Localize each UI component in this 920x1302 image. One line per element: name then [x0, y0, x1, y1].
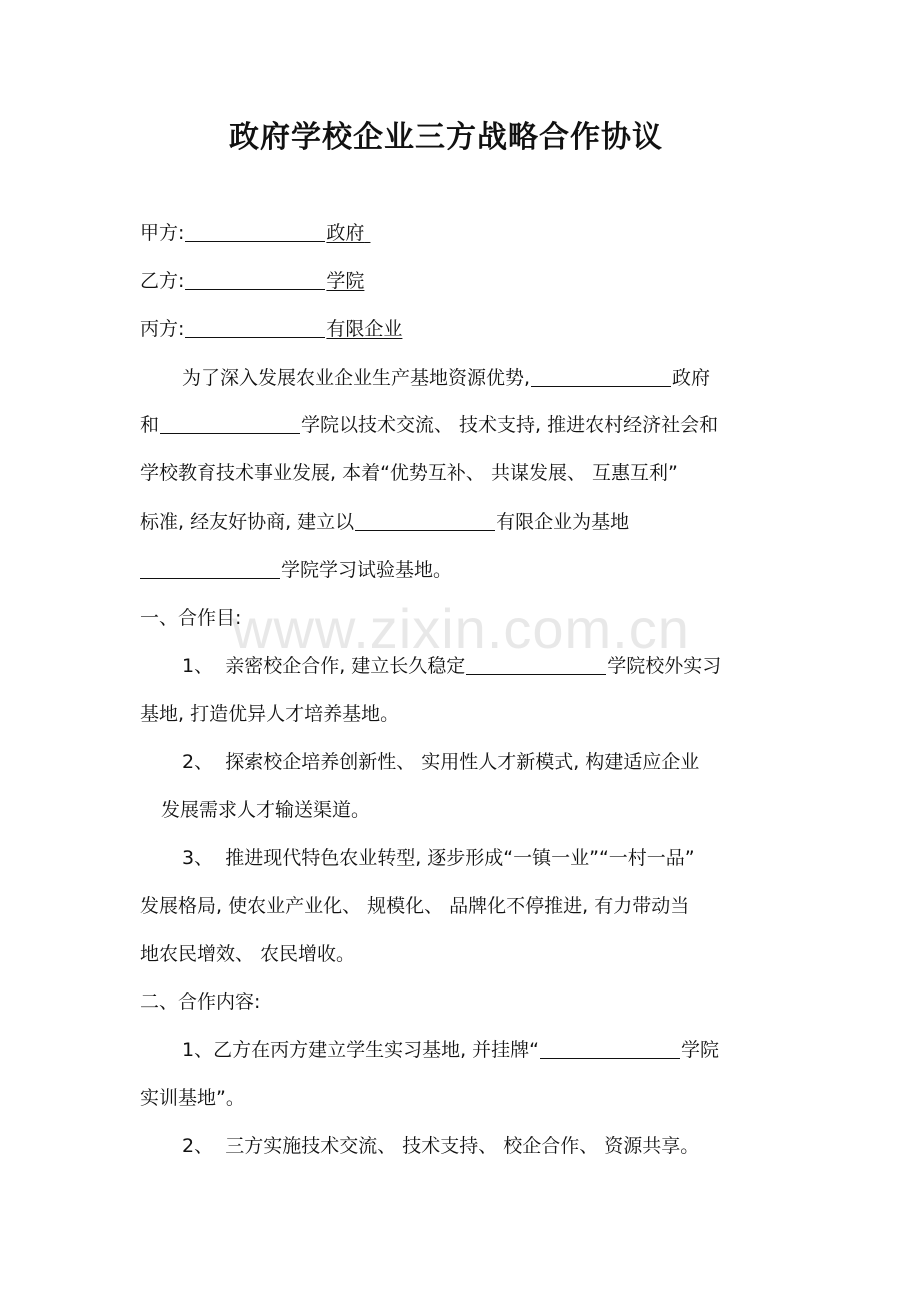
watermark: www.zixin.com.cn — [232, 597, 690, 660]
item-text: 推进现代特色农业转型, 逐步形成“一镇一业”“一村一品” — [225, 847, 695, 869]
party-c-value: 有限企业 — [326, 318, 403, 340]
item-text: 探索校企培养创新性、 实用性人才新模式, 构建适应企业 — [225, 751, 700, 773]
intro-text: 和 — [140, 414, 160, 436]
item-text: 亲密校企合作, 建立长久稳定 — [225, 655, 466, 677]
party-b-label: 乙方: — [140, 270, 185, 292]
section-2-item-1 — [182, 1036, 719, 1064]
blank-line — [160, 413, 300, 434]
item-text: 学院校外实习 — [607, 655, 722, 677]
item-number: 3、 — [182, 847, 214, 869]
blank-line — [540, 1038, 680, 1059]
intro-line-4 — [140, 508, 629, 536]
section-1-item-3-cont-1: 发展格局, 使农业产业化、 规模化、 品牌化不停推进, 有力带动当 — [140, 895, 690, 917]
document-title: 政府学校企业三方战略合作协议 — [229, 120, 663, 155]
section-1-item-2-cont: 发展需求人才输送渠道。 — [161, 799, 371, 821]
item-number: 2、 — [182, 1135, 214, 1157]
blank-line — [355, 510, 495, 531]
item-text: 学院 — [681, 1039, 720, 1061]
party-b-value: 学院 — [326, 270, 365, 292]
section-1-item-1-cont: 基地, 打造优异人才培养基地。 — [140, 703, 400, 725]
party-b-line — [140, 267, 364, 295]
section-1-heading: 一、合作目: — [140, 607, 242, 629]
intro-line-3 — [140, 459, 678, 487]
intro-text: 学院学习试验基地。 — [281, 559, 453, 581]
section-1-item-2 — [182, 748, 699, 776]
blank-line — [185, 317, 325, 338]
intro-text: 标准, 经友好协商, 建立以 — [140, 511, 355, 533]
party-c-line — [140, 315, 402, 343]
item-text: 三方实施技术交流、 技术支持、 校企合作、 资源共享。 — [225, 1135, 700, 1157]
intro-line-1 — [182, 364, 710, 392]
intro-line-2 — [140, 411, 718, 439]
section-1-item-3-cont-2: 地农民增效、 农民增收。 — [140, 943, 356, 965]
intro-text: 学校教育技术事业发展, 本着“优势互补、 共谋发展、 互惠互利” — [140, 462, 678, 484]
intro-text: 有限企业为基地 — [496, 511, 630, 533]
section-2-heading: 二、合作内容: — [140, 991, 261, 1013]
section-2-item-2 — [182, 1132, 699, 1160]
blank-line — [185, 221, 325, 242]
intro-line-5 — [140, 556, 452, 584]
blank-line — [185, 269, 325, 290]
item-number: 1、 — [182, 655, 214, 677]
item-text: 1、乙方在丙方建立学生实习基地, 并挂牌“ — [182, 1039, 540, 1061]
party-a-label: 甲方: — [140, 222, 185, 244]
blank-line — [531, 366, 671, 387]
section-2-item-1-cont: 实训基地”。 — [140, 1087, 245, 1109]
intro-text: 为了深入发展农业企业生产基地资源优势, — [182, 367, 531, 389]
party-a-line — [140, 219, 370, 247]
blank-line — [140, 558, 280, 579]
party-a-value: 政府 — [326, 222, 365, 244]
item-number: 2、 — [182, 751, 214, 773]
section-1-item-3 — [182, 844, 695, 872]
intro-text: 政府 — [672, 367, 711, 389]
party-c-label: 丙方: — [140, 318, 185, 340]
intro-text: 学院以技术交流、 技术支持, 推进农村经济社会和 — [301, 414, 719, 436]
